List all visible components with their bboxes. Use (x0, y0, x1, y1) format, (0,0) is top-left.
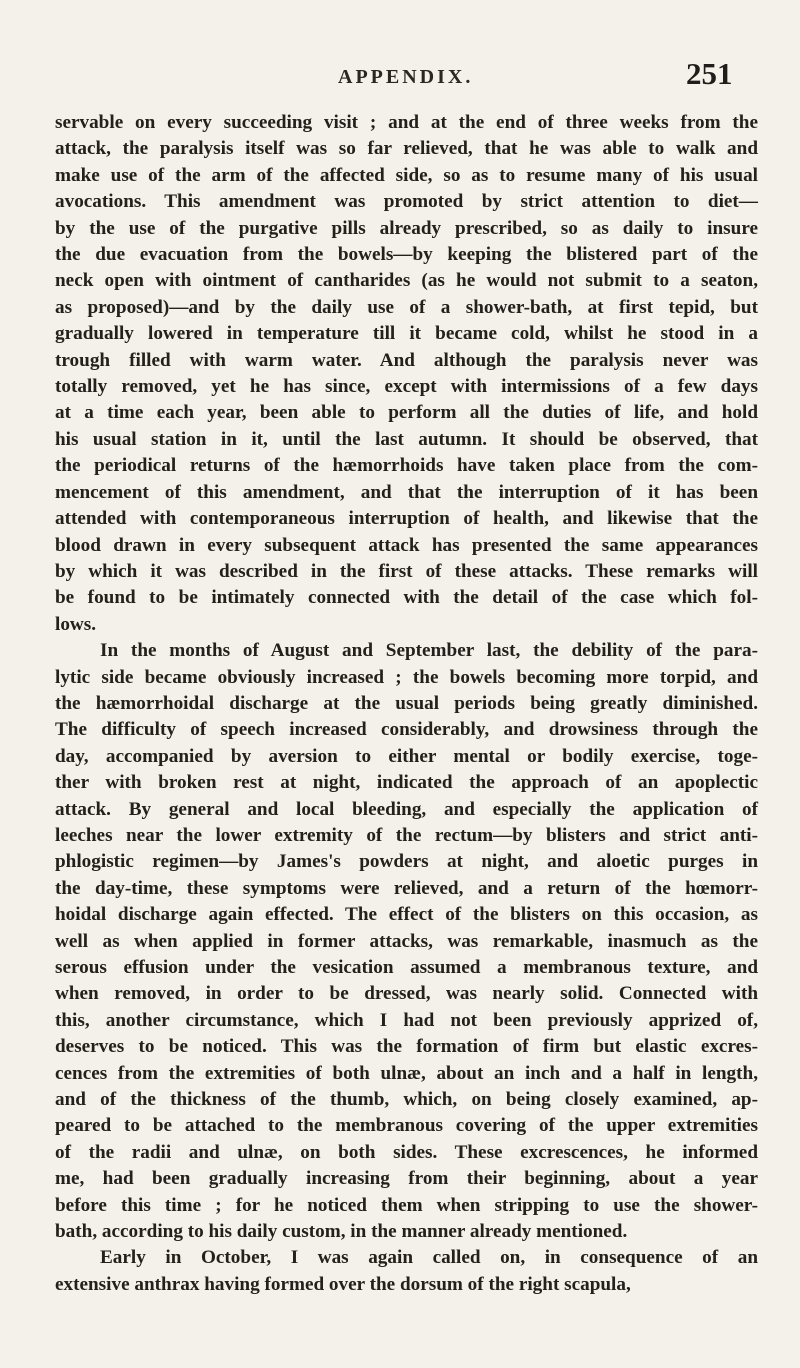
text-line: trough filled with warm water. And although the paralysis never was (55, 349, 758, 371)
paragraph (55, 1245, 758, 1298)
text-line: well as when applied in former attacks, was remarkable, inasmuch as the (55, 930, 758, 952)
text-line: mencement of this amendment, and that the interruption of it has been (55, 481, 758, 503)
text-line: In the months of August and September last, the debility of the para- (100, 640, 758, 662)
text-line: day, accompanied by aversion to either mental or bodily exercise, toge- (55, 745, 758, 767)
text-line: The difficulty of speech increased considerably, and drowsiness through the (55, 719, 758, 741)
text-line: totally removed, yet he has since, except with intermissions of a few days (55, 376, 758, 398)
running-head (0, 56, 800, 96)
text-line: cences from the extremities of both ulnæ, about an inch and a half in length, (55, 1062, 758, 1084)
text-line: the hæmorrhoidal discharge at the usual periods being greatly diminished. (55, 692, 758, 714)
text-line: and of the thickness of the thumb, which, on being closely examined, ap- (55, 1089, 758, 1111)
text-line: be found to be intimately connected with the detail of the case which fol- (55, 587, 758, 609)
text-line: the due evacuation from the bowels—by keeping the blistered part of the (55, 244, 758, 266)
text-line: phlogistic regimen—by James's powders at night, and aloetic purges in (55, 851, 758, 873)
text-line: me, had been gradually increasing from their beginning, about a year (55, 1168, 758, 1190)
text-line: servable on every succeeding visit ; and at the end of three weeks from the (55, 112, 758, 133)
text-line: gradually lowered in temperature till it became cold, whilst he stood in a (55, 323, 758, 345)
text-line: peared to be attached to the membranous covering of the upper extremities (55, 1115, 758, 1137)
text-line: at a time each year, been able to perform all the duties of life, and hold (55, 402, 758, 424)
text-line: attack, the paralysis itself was so far relieved, that he was able to walk and (55, 138, 758, 160)
text-line: his usual station in it, until the last autumn. It should be observed, that (55, 428, 758, 450)
paragraph (55, 638, 758, 1245)
text-line: lows. (55, 613, 97, 635)
running-title: APPENDIX. (338, 66, 474, 88)
text-line: attack. By general and local bleeding, and especially the application of (55, 798, 758, 820)
paragraph (55, 110, 758, 638)
text-line: bath, according to his daily custom, in the manner already mentioned. (55, 1221, 628, 1243)
text-line: serous effusion under the vesication assumed a membranous texture, and (55, 957, 758, 978)
text-line: deserves to be noticed. This was the formation of firm but elastic excres- (55, 1036, 758, 1058)
text-line: attended with contemporaneous interruption of health, and likewise that the (55, 508, 758, 530)
text-line: the day-time, these symptoms were relieved, and a return of the hœmorr- (55, 877, 758, 899)
text-line: Early in October, I was again called on, in consequence of an (100, 1247, 758, 1269)
text-line: ther with broken rest at night, indicated the approach of an apoplectic (55, 772, 758, 794)
text-line: lytic side became obviously increased ; the bowels becoming more torpid, and (55, 666, 758, 688)
text-line: hoidal discharge again effected. The effect of the blisters on this occasion, as (55, 904, 758, 926)
text-line: neck open with ointment of cantharides (as he would not submit to a seaton, (55, 270, 758, 292)
text-line: by the use of the purgative pills already prescribed, so as daily to insure (55, 217, 758, 239)
text-line: as proposed)—and by the daily use of a shower-bath, at first tepid, but (55, 296, 758, 318)
text-line: blood drawn in every subsequent attack has presented the same appearances (55, 534, 758, 556)
text-line: before this time ; for he noticed them when stripping to use the shower- (55, 1194, 758, 1216)
text-line: avocations. This amendment was promoted by strict attention to diet— (55, 191, 758, 213)
text-line: extensive anthrax having formed over the dorsum of the right scapula, (55, 1273, 631, 1295)
text-line: by which it was described in the first of these attacks. These remarks will (55, 560, 758, 582)
page-number: 251 (686, 56, 733, 91)
text-line: leeches near the lower extremity of the rectum—by blisters and strict anti- (55, 824, 758, 846)
text-line: when removed, in order to be dressed, was nearly solid. Connected with (55, 983, 758, 1005)
text-line: of the radii and ulnæ, on both sides. These excrescences, he informed (55, 1141, 758, 1163)
text-line: the periodical returns of the hæmorrhoids have taken place from the com- (55, 455, 758, 477)
text-line: make use of the arm of the affected side, so as to resume many of his usual (55, 164, 758, 186)
text-line: this, another circumstance, which I had not been previously apprized of, (55, 1009, 758, 1031)
body-text (55, 110, 758, 1298)
